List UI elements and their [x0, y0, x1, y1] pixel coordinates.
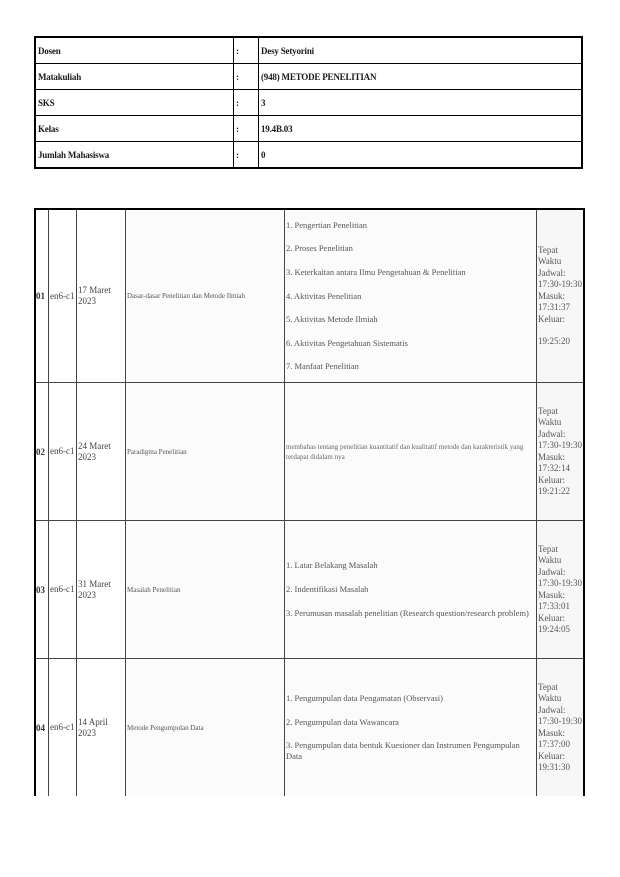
jadwal-time: 17:30-19:30	[538, 279, 582, 289]
session-materials	[285, 659, 537, 797]
session-materials	[285, 383, 537, 521]
session-number: 04	[35, 659, 49, 797]
material-item: 6. Aktivitas Pengetahuan Sistematis	[286, 337, 408, 348]
room-code: en6-c1	[49, 383, 77, 521]
attendance-status	[537, 209, 585, 383]
keluar-time: 19:24:05	[538, 624, 571, 634]
masuk-time: 17:37:00	[538, 739, 571, 749]
jadwal-label: Jadwal:	[538, 267, 566, 278]
material-item: 3. Keterkaitan antara Ilmu Pengetahuan & Penelitian	[286, 266, 466, 277]
session-schedule-table	[34, 208, 585, 796]
attendance-status	[537, 521, 585, 659]
info-value: 0	[259, 142, 583, 169]
session-materials	[285, 521, 537, 659]
info-value: Desy Setyorini	[259, 37, 583, 64]
session-topic: Masalah Penelitian	[126, 521, 285, 659]
status-text: Tepat Waktu	[538, 244, 562, 266]
jadwal-label: Jadwal:	[538, 704, 566, 715]
keluar-label: Keluar:	[538, 474, 565, 485]
material-item: 1. Pengumpulan data Pengamatan (Observasi)	[286, 692, 443, 703]
room-code: en6-c1	[49, 209, 77, 383]
room-code: en6-c1	[49, 659, 77, 797]
session-row	[35, 659, 584, 797]
info-separator: :	[234, 64, 259, 90]
keluar-time: 19:25:20	[538, 336, 571, 346]
jadwal-time: 17:30-19:30	[538, 440, 582, 450]
status-text: Tepat Waktu	[538, 543, 562, 565]
info-value: 19.4B.03	[259, 116, 583, 142]
session-number: 01	[35, 209, 49, 383]
info-row-matakuliah	[35, 64, 582, 90]
material-description: membahas tentang penelitian kuantitatif dan kualitatif metode dan karakteristik yang terdapat didalam nya	[286, 442, 524, 461]
session-materials	[285, 209, 537, 383]
masuk-label: Masuk:	[538, 290, 565, 301]
material-item: 4. Aktivitas Penelitian	[286, 290, 362, 301]
material-item: 7. Manfaat Penelitian	[286, 361, 359, 372]
session-topic: Dasar-dasar Penelitian dan Metode Ilmiah	[126, 209, 285, 383]
room-code: en6-c1	[49, 521, 77, 659]
session-number: 03	[35, 521, 49, 659]
session-topic: Paradigma Penelitian	[126, 383, 285, 521]
keluar-time: 19:31:30	[538, 762, 571, 772]
jadwal-label: Jadwal:	[538, 566, 566, 577]
masuk-time: 17:33:01	[538, 601, 571, 611]
material-item: 3. Pengumpulan data bentuk Kuesioner dan Instrumen Pengumpulan Data	[286, 740, 520, 762]
info-row-jumlah-mahasiswa	[35, 142, 582, 169]
info-label: Dosen	[35, 37, 234, 64]
keluar-label: Keluar:	[538, 612, 565, 623]
info-label: SKS	[35, 90, 234, 116]
info-separator: :	[234, 37, 259, 64]
session-topic: Metode Pengumpulan Data	[126, 659, 285, 797]
info-separator: :	[234, 116, 259, 142]
session-number: 02	[35, 383, 49, 521]
material-item: 2. Proses Penelitian	[286, 243, 353, 254]
keluar-time: 19:21:22	[538, 486, 571, 496]
info-row-kelas	[35, 116, 582, 142]
info-label: Kelas	[35, 116, 234, 142]
masuk-label: Masuk:	[538, 727, 565, 738]
info-separator: :	[234, 90, 259, 116]
session-row	[35, 383, 584, 521]
material-item: 2. Indentifikasi Masalah	[286, 584, 369, 594]
masuk-time: 17:31:37	[538, 302, 571, 312]
material-item: 3. Perumusan masalah penelitian (Research question/research problem)	[286, 607, 529, 618]
status-text: Tepat Waktu	[538, 405, 562, 427]
info-value: (948) METODE PENELITIAN	[259, 64, 583, 90]
info-label: Jumlah Mahasiswa	[35, 142, 234, 169]
material-item: 5. Aktivitas Metode Ilmiah	[286, 314, 378, 325]
masuk-label: Masuk:	[538, 589, 565, 600]
material-item: 1. Latar Belakang Masalah	[286, 560, 378, 571]
info-row-dosen	[35, 37, 582, 64]
session-date: 17 Maret 2023	[77, 209, 126, 383]
material-item: 2. Pengumpulan data Wawancara	[286, 716, 399, 727]
material-item: 1. Pengertian Penelitian	[286, 219, 367, 230]
session-date: 14 April 2023	[77, 659, 126, 797]
jadwal-label: Jadwal:	[538, 428, 566, 439]
jadwal-time: 17:30-19:30	[538, 716, 582, 726]
attendance-status	[537, 659, 585, 797]
keluar-label: Keluar:	[538, 750, 565, 761]
attendance-status	[537, 383, 585, 521]
info-row-sks	[35, 90, 582, 116]
course-info-table	[34, 36, 583, 169]
status-text: Tepat Waktu	[538, 681, 562, 703]
session-row	[35, 521, 584, 659]
keluar-label: Keluar:	[538, 313, 565, 324]
masuk-time: 17:32:14	[538, 463, 571, 473]
info-label: Matakuliah	[35, 64, 234, 90]
session-date: 24 Maret 2023	[77, 383, 126, 521]
masuk-label: Masuk:	[538, 451, 565, 462]
session-row	[35, 209, 584, 383]
session-date: 31 Maret 2023	[77, 521, 126, 659]
info-separator: :	[234, 142, 259, 169]
info-value: 3	[259, 90, 583, 116]
jadwal-time: 17:30-19:30	[538, 578, 582, 588]
